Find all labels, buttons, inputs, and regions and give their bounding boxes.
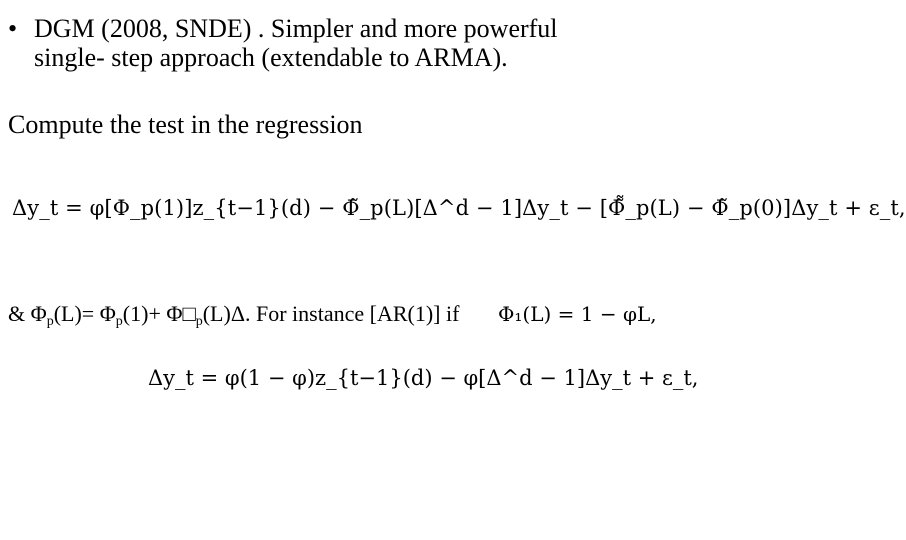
bullet-marker: • — [8, 14, 18, 43]
phi-sub-1: p — [46, 314, 54, 329]
bullet-text-line-1: DGM (2008, SNDE) . Simpler and more powerful — [34, 14, 558, 43]
phi-decomposition-text — [8, 301, 459, 330]
ar1-condition: Φ₁(L) = 1 − φL, — [498, 302, 657, 326]
regression-equation: Δy_t = φ[Φ_p(1)]z_{t−1}(d) − Φ̃_p(L)[Δ^d − 1]Δy_t − [Φ̃̃_p(L) − Φ̃_p(0)]Δy_t + ε_t, — [12, 196, 906, 220]
phi-sub-3: p — [195, 314, 203, 329]
missing-glyph-box: □ — [182, 301, 196, 326]
phi-sub-2: p — [115, 314, 123, 329]
phi-suffix: (L)Δ. For instance [AR(1)] if — [202, 301, 460, 326]
phi-prefix: & Φ — [8, 301, 47, 326]
phi-mid-1: (L)= Φ — [53, 301, 116, 326]
ar1-regression-equation: Δy_t = φ(1 − φ)z_{t−1}(d) − φ[Δ^d − 1]Δy_t + ε_t, — [148, 366, 699, 390]
bullet-text-line-2: single- step approach (extendable to ARMA). — [34, 43, 508, 72]
phi-mid-2: (1)+ Φ — [122, 301, 183, 326]
compute-instruction: Compute the test in the regression — [8, 110, 363, 139]
